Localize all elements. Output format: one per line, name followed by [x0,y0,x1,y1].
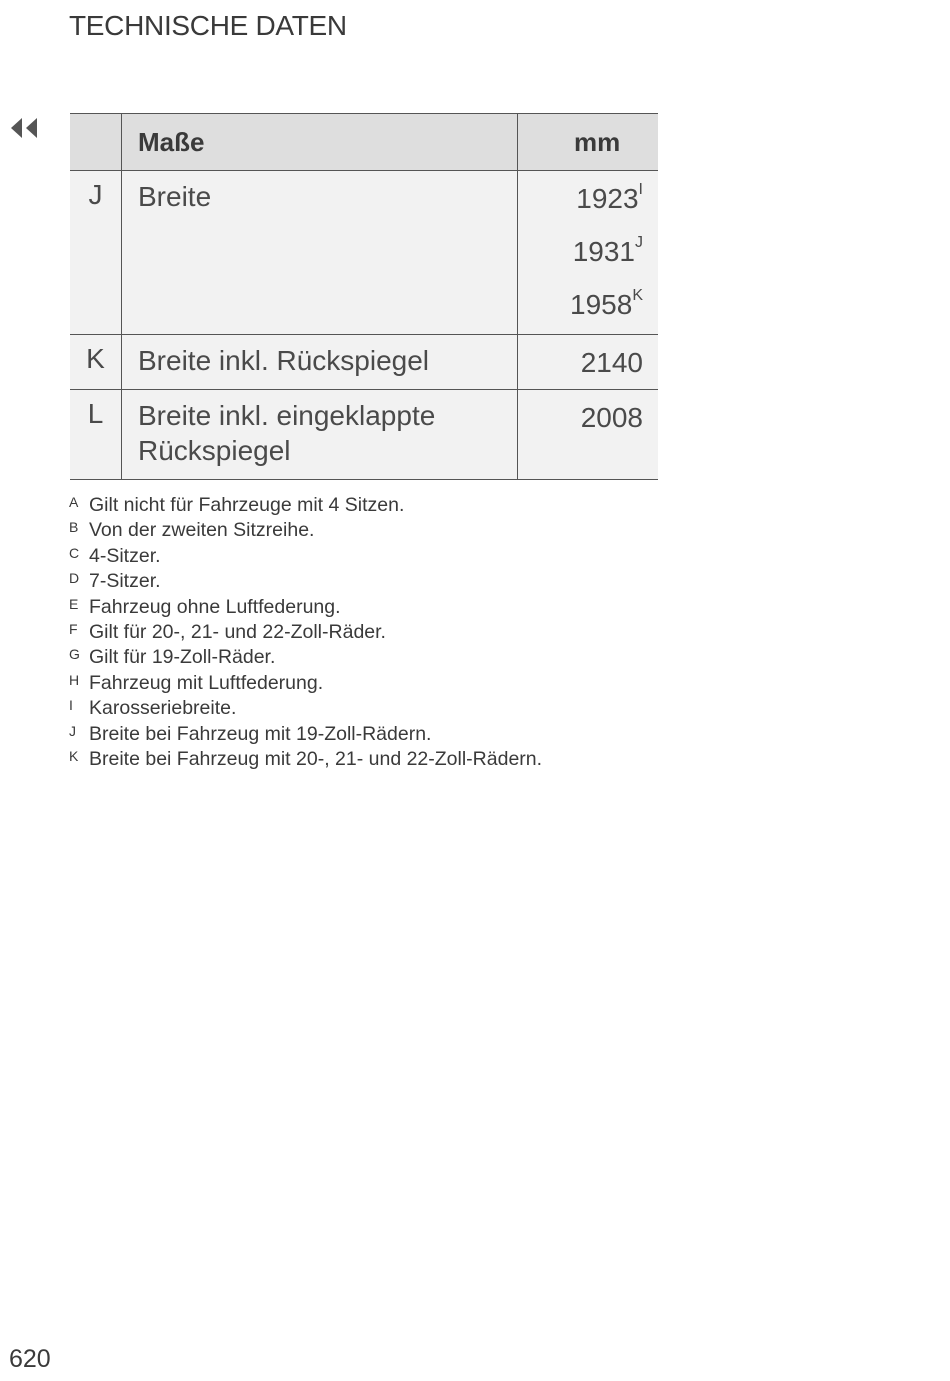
footnote-text: 7-Sitzer. [89,570,161,593]
footnote-text: Fahrzeug ohne Luftfederung. [89,595,341,618]
dimensions-table [70,113,658,480]
row-key: K [70,335,122,390]
row-values [518,390,659,480]
row-label: Breite [122,171,518,335]
value-number: 1958 [570,289,633,320]
double-triangle-left-icon[interactable] [10,118,40,138]
footnote [69,490,542,515]
footnote-mark: I [69,697,73,714]
footnote-text: Von der zweiten Sitzreihe. [89,519,315,542]
footnote-mark: B [69,519,79,536]
footnote-text: 4-Sitzer. [89,544,161,567]
footnote-mark: A [69,494,79,510]
value-footnote-ref: K [632,287,643,304]
row-key: J [70,171,122,335]
footnote [69,719,542,744]
value-number: 2008 [580,402,643,433]
page-title: TECHNISCHE DATEN [69,10,347,41]
row-value [518,232,643,285]
footnote [69,642,542,667]
footnote [69,592,542,617]
header-unit-cell: mm [518,114,659,171]
footnote-text: Breite bei Fahrzeug mit 20-, 21- und 22-Zoll-Rädern. [89,747,543,770]
value-number: 2140 [580,347,643,378]
footnote-text: Karosseriebreite. [89,697,237,720]
footnote [69,744,542,769]
footnote-mark: H [69,671,80,688]
footnote [69,541,542,566]
footnote [69,668,542,693]
value-footnote-ref: J [635,234,643,251]
page-number: 620 [9,1345,51,1373]
footnote-text: Fahrzeug mit Luftfederung. [89,671,324,694]
table-row [70,390,658,480]
footnote-text: Gilt für 19-Zoll-Räder. [89,646,276,669]
row-value [518,343,643,389]
row-key: L [70,390,122,480]
footnote [69,566,542,591]
row-label: Breite inkl. eingeklappte Rückspiegel [122,390,518,480]
table-row [70,171,658,335]
row-value [518,285,643,331]
footnote-text: Gilt für 20-, 21- und 22-Zoll-Räder. [89,620,386,643]
row-label: Breite inkl. Rückspiegel [122,335,518,390]
value-number: 1931 [572,236,635,267]
footnote-text: Gilt nicht für Fahrzeuge mit 4 Sitzen. [89,494,405,516]
header-label-cell: Maße [122,114,518,171]
footnote-mark: K [69,747,79,764]
row-value [518,398,643,444]
footnote [69,617,542,642]
row-value [518,179,643,232]
value-number: 1923 [576,183,639,214]
footnote-mark: D [69,570,80,587]
footnotes-list [69,490,542,769]
footnote-mark: E [69,595,79,612]
footnote-text: Breite bei Fahrzeug mit 19-Zoll-Rädern. [89,722,432,745]
footnote-mark: F [69,620,78,637]
footnote-mark: G [69,646,80,663]
table-row [70,335,658,390]
value-footnote-ref: I [638,181,643,198]
footnote [69,693,542,718]
header-key-cell [70,114,122,171]
table-header-row [70,114,658,171]
footnote-mark: J [69,722,76,739]
row-values [518,171,659,335]
row-values [518,335,659,390]
footnote-mark: C [69,544,80,561]
footnote [69,515,542,540]
